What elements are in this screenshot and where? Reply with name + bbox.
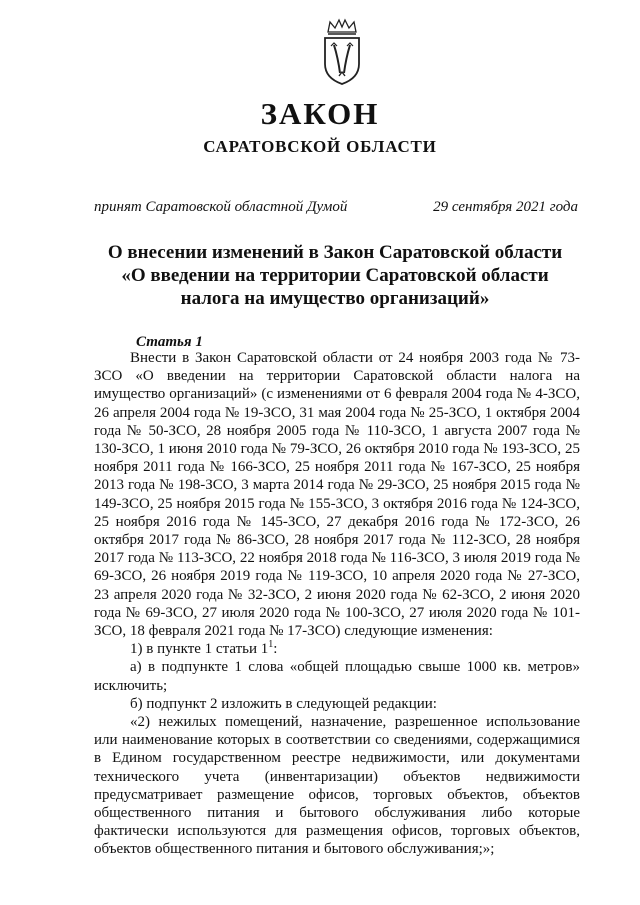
item-1 [94, 640, 580, 658]
item-1-text: 1) в пункте 1 статьи 1 [130, 641, 269, 658]
article-heading: Статья 1 [136, 334, 203, 350]
adoption-date: 29 сентября 2021 года [433, 199, 578, 215]
item-1b: б) подпункт 2 изложить в следующей редакции: [130, 695, 437, 712]
document-title-line: О внесении изменений в Закон Саратовской области [107, 242, 563, 263]
adopted-by: принят Саратовской областной Думой [94, 199, 348, 215]
law-region: САРАТОВСКОЙ ОБЛАСТИ [203, 137, 437, 156]
item-1-superscript: 1 [268, 639, 274, 651]
article-intro-paragraph: Внести в Закон Саратовской области от 24 ноября 2003 года № 73-ЗСО «О введении на территории Саратовской области налога на имущество организаций» (с изменениями от 6 февраля 2004 года № 4-ЗСО, 26 апреля 2004 года № 19-ЗСО, 31 мая 2004 года № 25-ЗСО, 1 октября 2004 года № 50-ЗСО, 28 ноября 2005 года № 110-ЗСО, 1 августа 2007 года № 130-ЗСО, 1 июня 2010 года № 79-ЗСО, 26 октября 2010 года № 193-ЗСО, 25 ноября 2011 года № 166-ЗСО, 25 ноября 2011 года № 167-ЗСО, 25 ноября 2013 года № 198-ЗСО, 3 марта 2014 года № 29-ЗСО, 25 ноября 2015 года № 149-ЗСО, 25 ноября 2015 года № 155-ЗСО, 3 октября 2016 года № 124-ЗСО, 25 ноября 2016 года № 145-ЗСО, 27 декабря 2016 года № 172-ЗСО, 26 октября 2017 года № 86-ЗСО, 28 ноября 2017 года № 112-ЗСО, 28 ноября 2017 года № 113-ЗСО, 22 ноября 2018 года № 116-ЗСО, 3 июля 2019 года № 69-ЗСО, 26 ноября 2019 года № 119-ЗСО, 10 апреля 2020 года № 27-ЗСО, 23 апреля 2020 года № 32-ЗСО, 2 июня 2020 года № 62-ЗСО, 2 июня 2020 года № 69-ЗСО, 27 июля 2020 года № 100-ЗСО, 27 июля 2020 года № 101-ЗСО, 18 февраля 2021 года № 17-ЗСО) следующие изменения: [94, 350, 580, 640]
document-title-line: налога на имущество организаций» [180, 288, 490, 309]
item-1a: а) в подпункте 1 слова «общей площадью свыше 1000 кв. метров» исключить; [94, 659, 580, 694]
document-title [70, 241, 600, 310]
law-title: ЗАКОН [260, 96, 380, 131]
saratov-coat-of-arms-icon [319, 18, 365, 86]
item-1-colon: : [273, 641, 278, 658]
article-body [94, 349, 580, 859]
quoted-subparagraph: «2) нежилых помещений, назначение, разрешенное использование или наименование которых в соответствии со сведениями, содержащимися в Едином государственном реестре недвижимости, или документами технического учета (инвентаризации) объектов недвижимости предусматривает размещение офисов, торговых объектов, объектов общественного питания и бытового обслуживания либо которые фактически используются для размещения офисов, торговых объектов, объектов общественного питания и бытового обслуживания;»; [94, 714, 580, 858]
document-title-line: «О введении на территории Саратовской области [121, 265, 549, 286]
